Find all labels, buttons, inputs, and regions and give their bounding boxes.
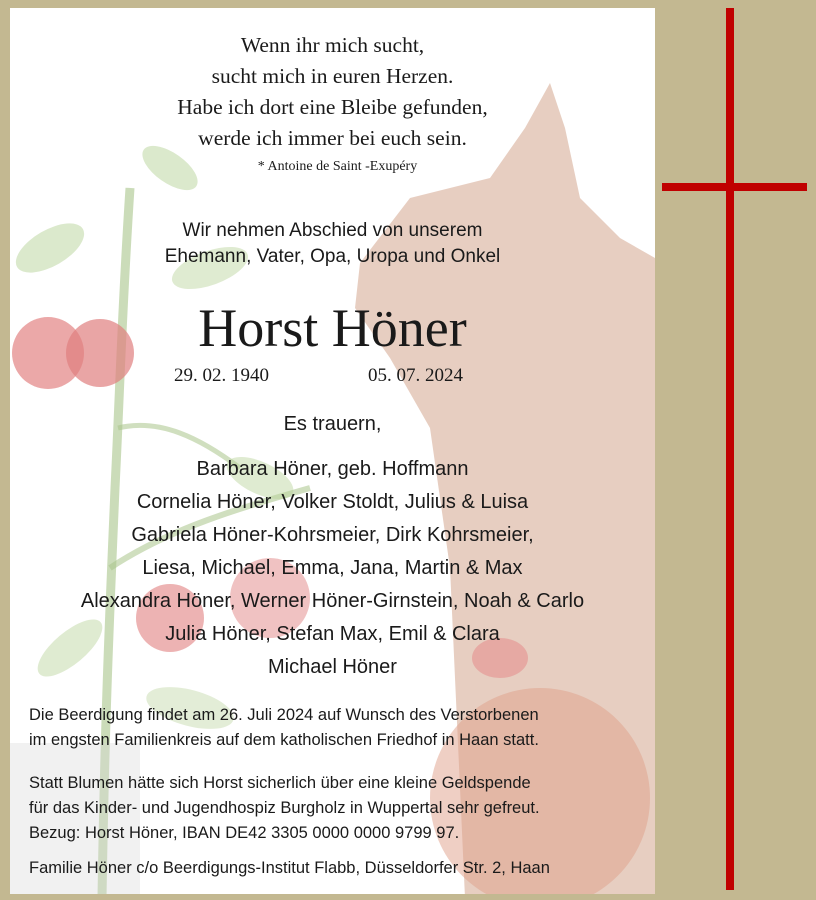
farewell-intro xyxy=(10,218,655,270)
mourner-line: Gabriela Höner-Kohrsmeier, Dirk Kohrsmeier, xyxy=(131,524,534,546)
poem-line: Wenn ihr mich sucht, xyxy=(240,33,425,57)
poem-line: werde ich immer bei euch sein. xyxy=(198,126,467,150)
poem-attribution: * Antoine de Saint -Exupéry xyxy=(257,159,418,174)
poem-line: Habe ich dort eine Bleibe gefunden, xyxy=(177,95,488,119)
mourner-line: Alexandra Höner, Werner Höner-Girnstein, Noah & Carlo xyxy=(80,590,585,612)
funeral-notice xyxy=(29,703,649,753)
mourner-line: Barbara Höner, geb. Hoffmann xyxy=(196,458,469,480)
mourner-line: Julia Höner, Stefan Max, Emil & Clara xyxy=(165,623,500,645)
mourner-line: Cornelia Höner, Volker Stoldt, Julius & Luisa xyxy=(136,491,529,513)
mourner-line: Michael Höner xyxy=(268,656,397,678)
donation-line: Statt Blumen hätte sich Horst sicherlich über eine kleine Geldspende xyxy=(29,774,531,792)
intro-line: Ehemann, Vater, Opa, Uropa und Onkel xyxy=(164,246,501,267)
funeral-line: im engsten Familienkreis auf dem katholischen Friedhof in Haan statt. xyxy=(29,731,539,749)
donation-line: Bezug: Horst Höner, IBAN DE42 3305 0000 0000 9799 97. xyxy=(29,824,460,842)
mourners-title: Es trauern, xyxy=(283,413,382,435)
poem xyxy=(10,30,655,154)
cross-horizontal-bar xyxy=(662,183,807,191)
obituary-card xyxy=(10,8,655,894)
cross-vertical-bar xyxy=(726,8,734,890)
deceased-name: Horst Höner xyxy=(198,298,467,358)
mourners-list xyxy=(10,408,655,684)
obituary-content xyxy=(10,8,655,894)
contact-address: Familie Höner c/o Beerdigungs-Institut Flabb, Düsseldorfer Str. 2, Haan xyxy=(29,859,550,877)
donation-line: für das Kinder- und Jugendhospiz Burgholz in Wuppertal sehr gefreut. xyxy=(29,799,540,817)
intro-line: Wir nehmen Abschied von unserem xyxy=(182,220,483,241)
death-date: 05. 07. 2024 xyxy=(368,365,463,386)
poem-line: sucht mich in euren Herzen. xyxy=(211,64,454,88)
donation-notice xyxy=(29,771,649,846)
funeral-line: Die Beerdigung findet am 26. Juli 2024 auf Wunsch des Verstorbenen xyxy=(29,706,539,724)
birth-date: 29. 02. 1940 xyxy=(174,365,269,386)
mourner-line: Liesa, Michael, Emma, Jana, Martin & Max xyxy=(142,557,523,579)
